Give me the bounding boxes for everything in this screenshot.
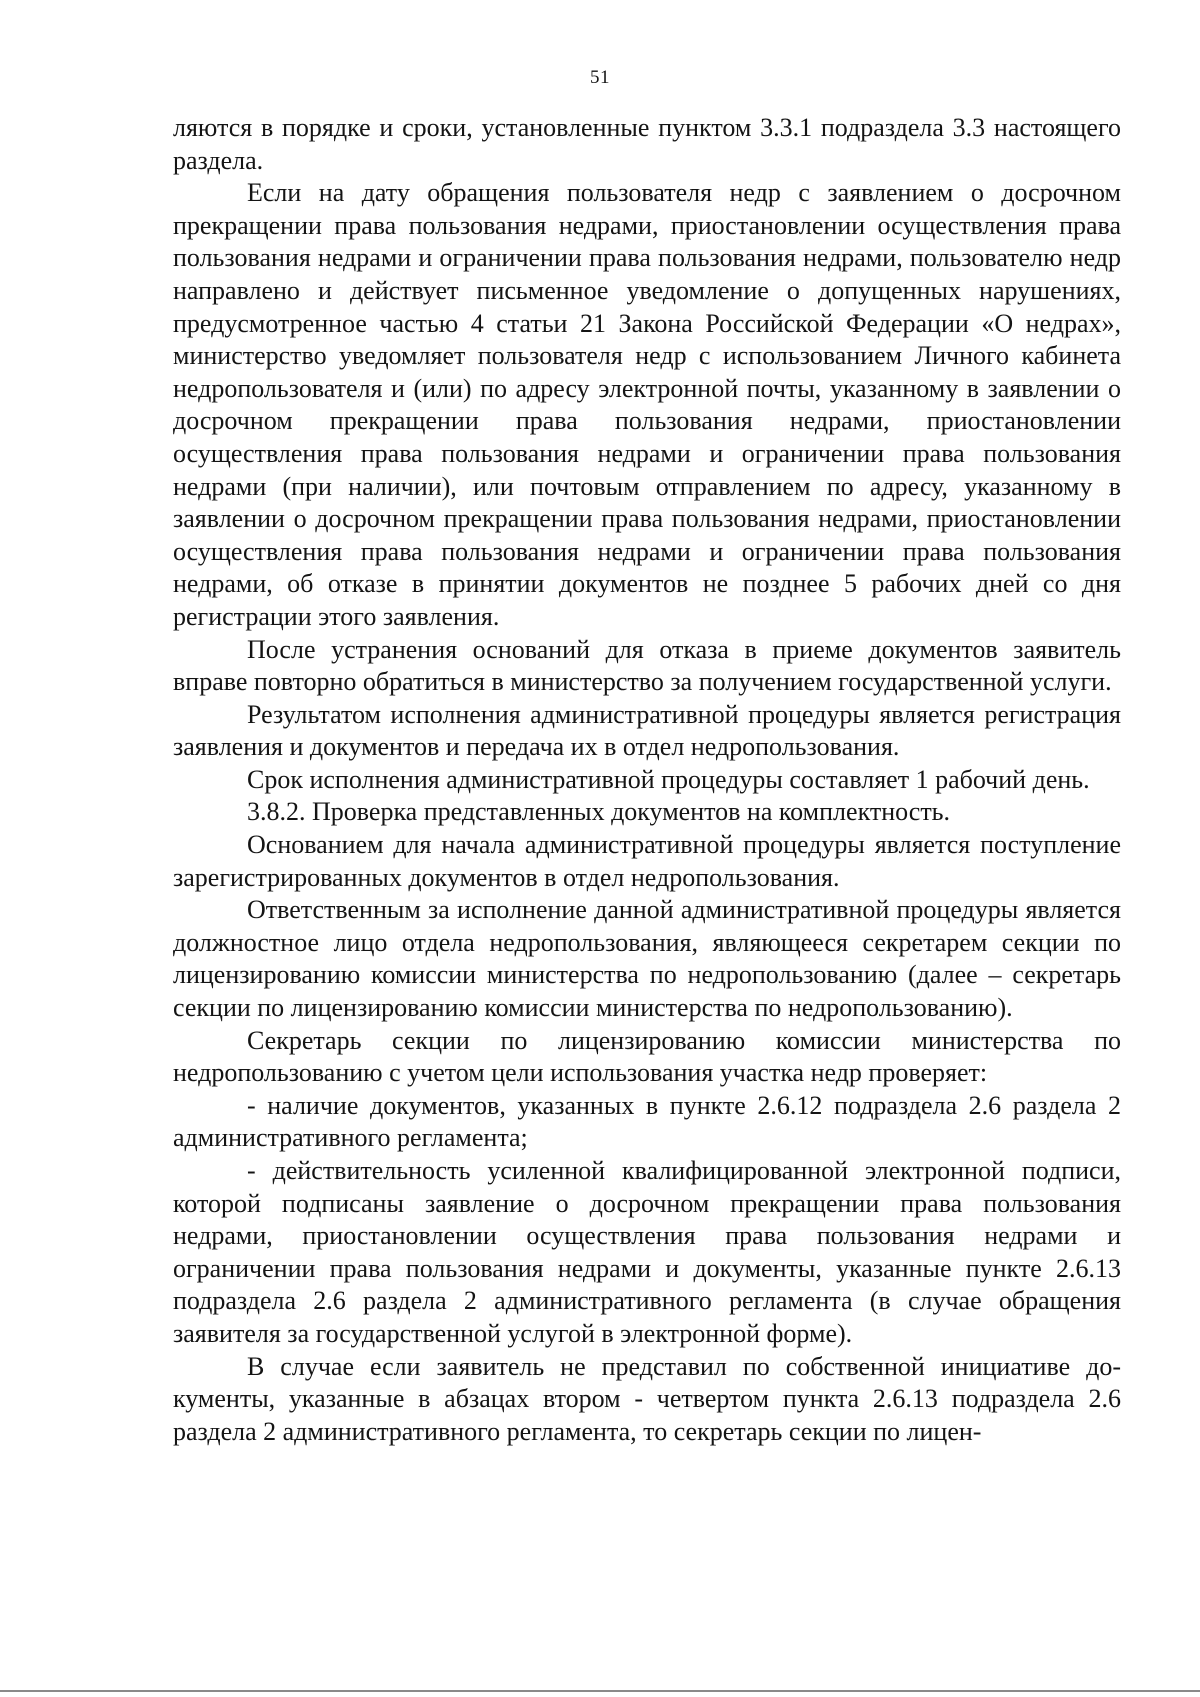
paragraph-continuation: ляются в порядке и сроки, установленные пунктом 3.3.1 подраздела 3.3 настоящего раздела. — [173, 113, 1121, 175]
page-number: 51 — [590, 67, 610, 88]
paragraph-secretary-checks: Секретарь секции по лицензированию комиссии министерства по недропользованию с учетом цели использования участка недр проверяет: — [173, 1025, 1121, 1088]
paragraph-procedure-result: Результатом исполнения административной процедуры является регистрация заявления и документов и передача их в отдел недропользования. — [173, 699, 1121, 762]
paragraph-own-initiative: В случае если заявитель не представил по собственной инициативе документы, указанные в абзацах втором - четвертом пункта 2.6.13 подраздела 2.6 раздела 2 административного регламента, то секретарь секции по лицен- — [173, 1351, 1121, 1446]
paragraph-procedure-term: Срок исполнения административной процедуры составляет 1 рабочий день. — [247, 764, 1090, 794]
list-item-signature: - действительность усиленной квалифицированной электронной подписи, которой подписаны заявление о досрочном прекращении права пользования недрами, приостановлении осуществления права пользования недрами и ограничении права пользования недрами и документы, указанные пункте 2.6.13 подраздела 2.6 раздела 2 административного регламента (в случае обращения заявителя за государственной услугой в электронной форме). — [173, 1156, 1121, 1348]
section-heading-3-8-2: 3.8.2. Проверка представленных документов на комплектность. — [247, 797, 951, 827]
document-body — [173, 112, 1121, 1448]
paragraph-notification: Если на дату обращения пользователя недр с заявлением о досрочном прекращении права пользования недрами, приостановлении осуществления права пользования недрами и ограничении права пользования недрами, пользователю недр направлено и действует письменное уведомление о допущенных нарушениях, предусмотренное частью 4 статьи 21 Закона Российской Федерации «О недрах», министерство уведомляет пользователя недр с использованием Личного кабинета недропользователя и (или) по адресу электронной почты, указанному в заявлении о досрочном прекращении права пользования недрами, приостановлении осуществления права пользования недрами и ограничении права пользования недрами (при наличии), или почтовым отправлением по адресу, указанному в заявлении о досрочном прекращении права пользования недрами, приостановлении осуществления права пользования недрами и ограничении права пользования недрами, об отказе в принятии документов не позднее 5 рабочих дней со дня регистрации этого заявления. — [173, 178, 1121, 631]
list-item-documents: - наличие документов, указанных в пункте 2.6.12 подраздела 2.6 раздела 2 административного регламента; — [173, 1090, 1121, 1153]
paragraph-procedure-basis: Основанием для начала административной процедуры является поступление зарегистрированных документов в отдел недропользования. — [173, 830, 1121, 892]
paragraph-resubmission: После устранения оснований для отказа в приеме документов заявитель вправе повторно обратиться в министерство за получением государственной услуги. — [173, 634, 1121, 697]
paragraph-responsible-official: Ответственным за исполнение данной административной процедуры является должностное лицо отдела недропользования, являющееся секретарем секции по лицензированию комиссии министерства по недропользованию (далее – секретарь секции по лицензированию комиссии министерства по недропользованию). — [173, 895, 1121, 1023]
bottom-rule — [0, 1690, 1200, 1692]
